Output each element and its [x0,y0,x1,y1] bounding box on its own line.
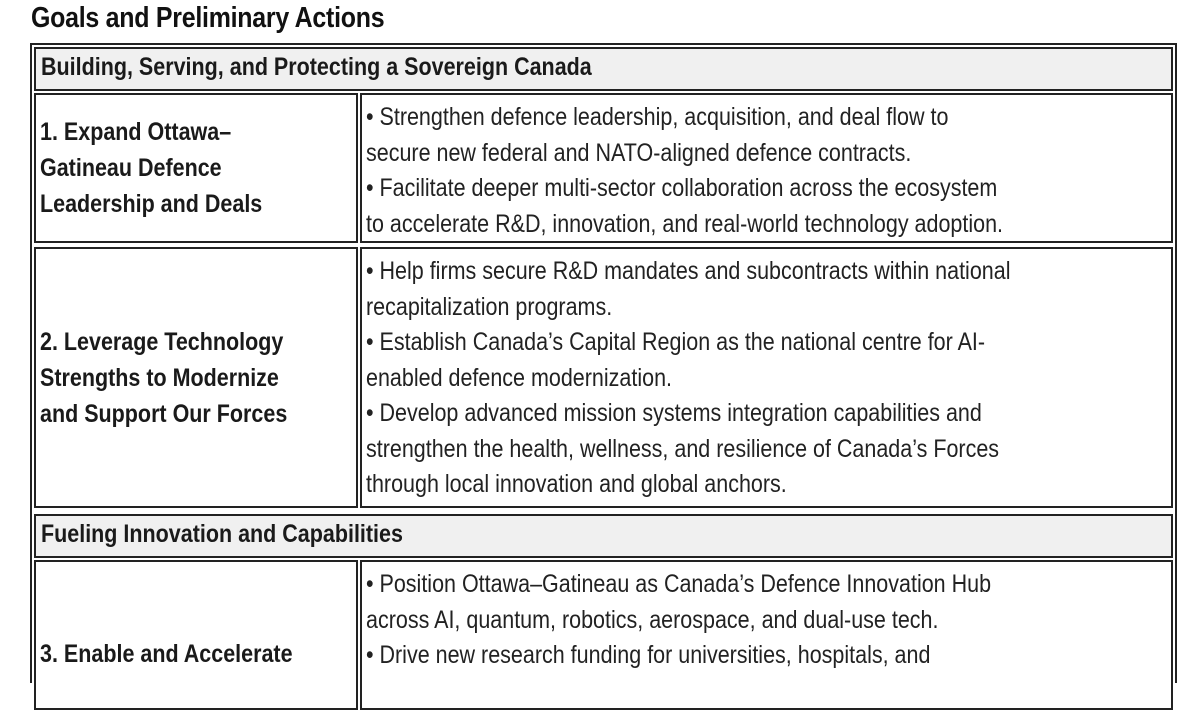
page-title: Goals and Preliminary Actions [31,2,385,34]
goal-title-line: and Support Our Forces [40,399,288,428]
action-line: secure new federal and NATO-aligned defence contracts. [366,138,912,167]
section-heading-fueling-innovation [34,514,1173,558]
action-line: • Position Ottawa–Gatineau as Canada’s Defence Innovation Hub [366,570,992,598]
section-heading-text: Fueling Innovation and Capabilities [41,520,403,548]
action-line: • Facilitate deeper multi-sector collaboration across the ecosystem [366,174,998,202]
goal-2-title-cell [34,247,358,508]
action-line: enabled defence modernization. [366,363,672,392]
goals-table [30,43,1177,683]
action-line: to accelerate R&D, innovation, and real-world technology adoption. [366,209,1004,238]
action-line: • Help firms secure R&D mandates and subcontracts within national [366,257,1011,285]
action-line: through local innovation and global anchors. [366,470,787,498]
goal-title-line: Leadership and Deals [40,190,263,218]
goal-title-line: Gatineau Defence [40,154,222,182]
goal-3-title-cell [34,560,358,710]
action-line: • Strengthen defence leadership, acquisition, and deal flow to [366,103,949,131]
action-line: • Develop advanced mission systems integration capabilities and [366,399,982,427]
goal-title-line: 3. Enable and Accelerate [40,640,293,668]
action-line: strengthen the health, wellness, and resilience of Canada’s Forces [366,434,1000,463]
goal-3-actions-cell [360,560,1173,710]
section-heading-sovereign-canada [34,47,1173,91]
goal-1-title-cell [34,93,358,243]
goal-2-actions-cell [360,247,1173,508]
goal-title-line: Strengths to Modernize [40,363,279,392]
goal-title-line: 1. Expand Ottawa– [40,118,232,146]
goal-title-line: 2. Leverage Technology [40,327,284,356]
action-line: • Establish Canada’s Capital Region as the national centre for AI- [366,328,986,356]
action-line: • Drive new research funding for universities, hospitals, and [366,641,931,669]
section-heading-text: Building, Serving, and Protecting a Sovereign Canada [41,53,592,81]
action-line: across AI, quantum, robotics, aerospace, and dual-use tech. [366,605,939,634]
goal-1-actions-cell [360,93,1173,243]
action-line: recapitalization programs. [366,292,613,321]
